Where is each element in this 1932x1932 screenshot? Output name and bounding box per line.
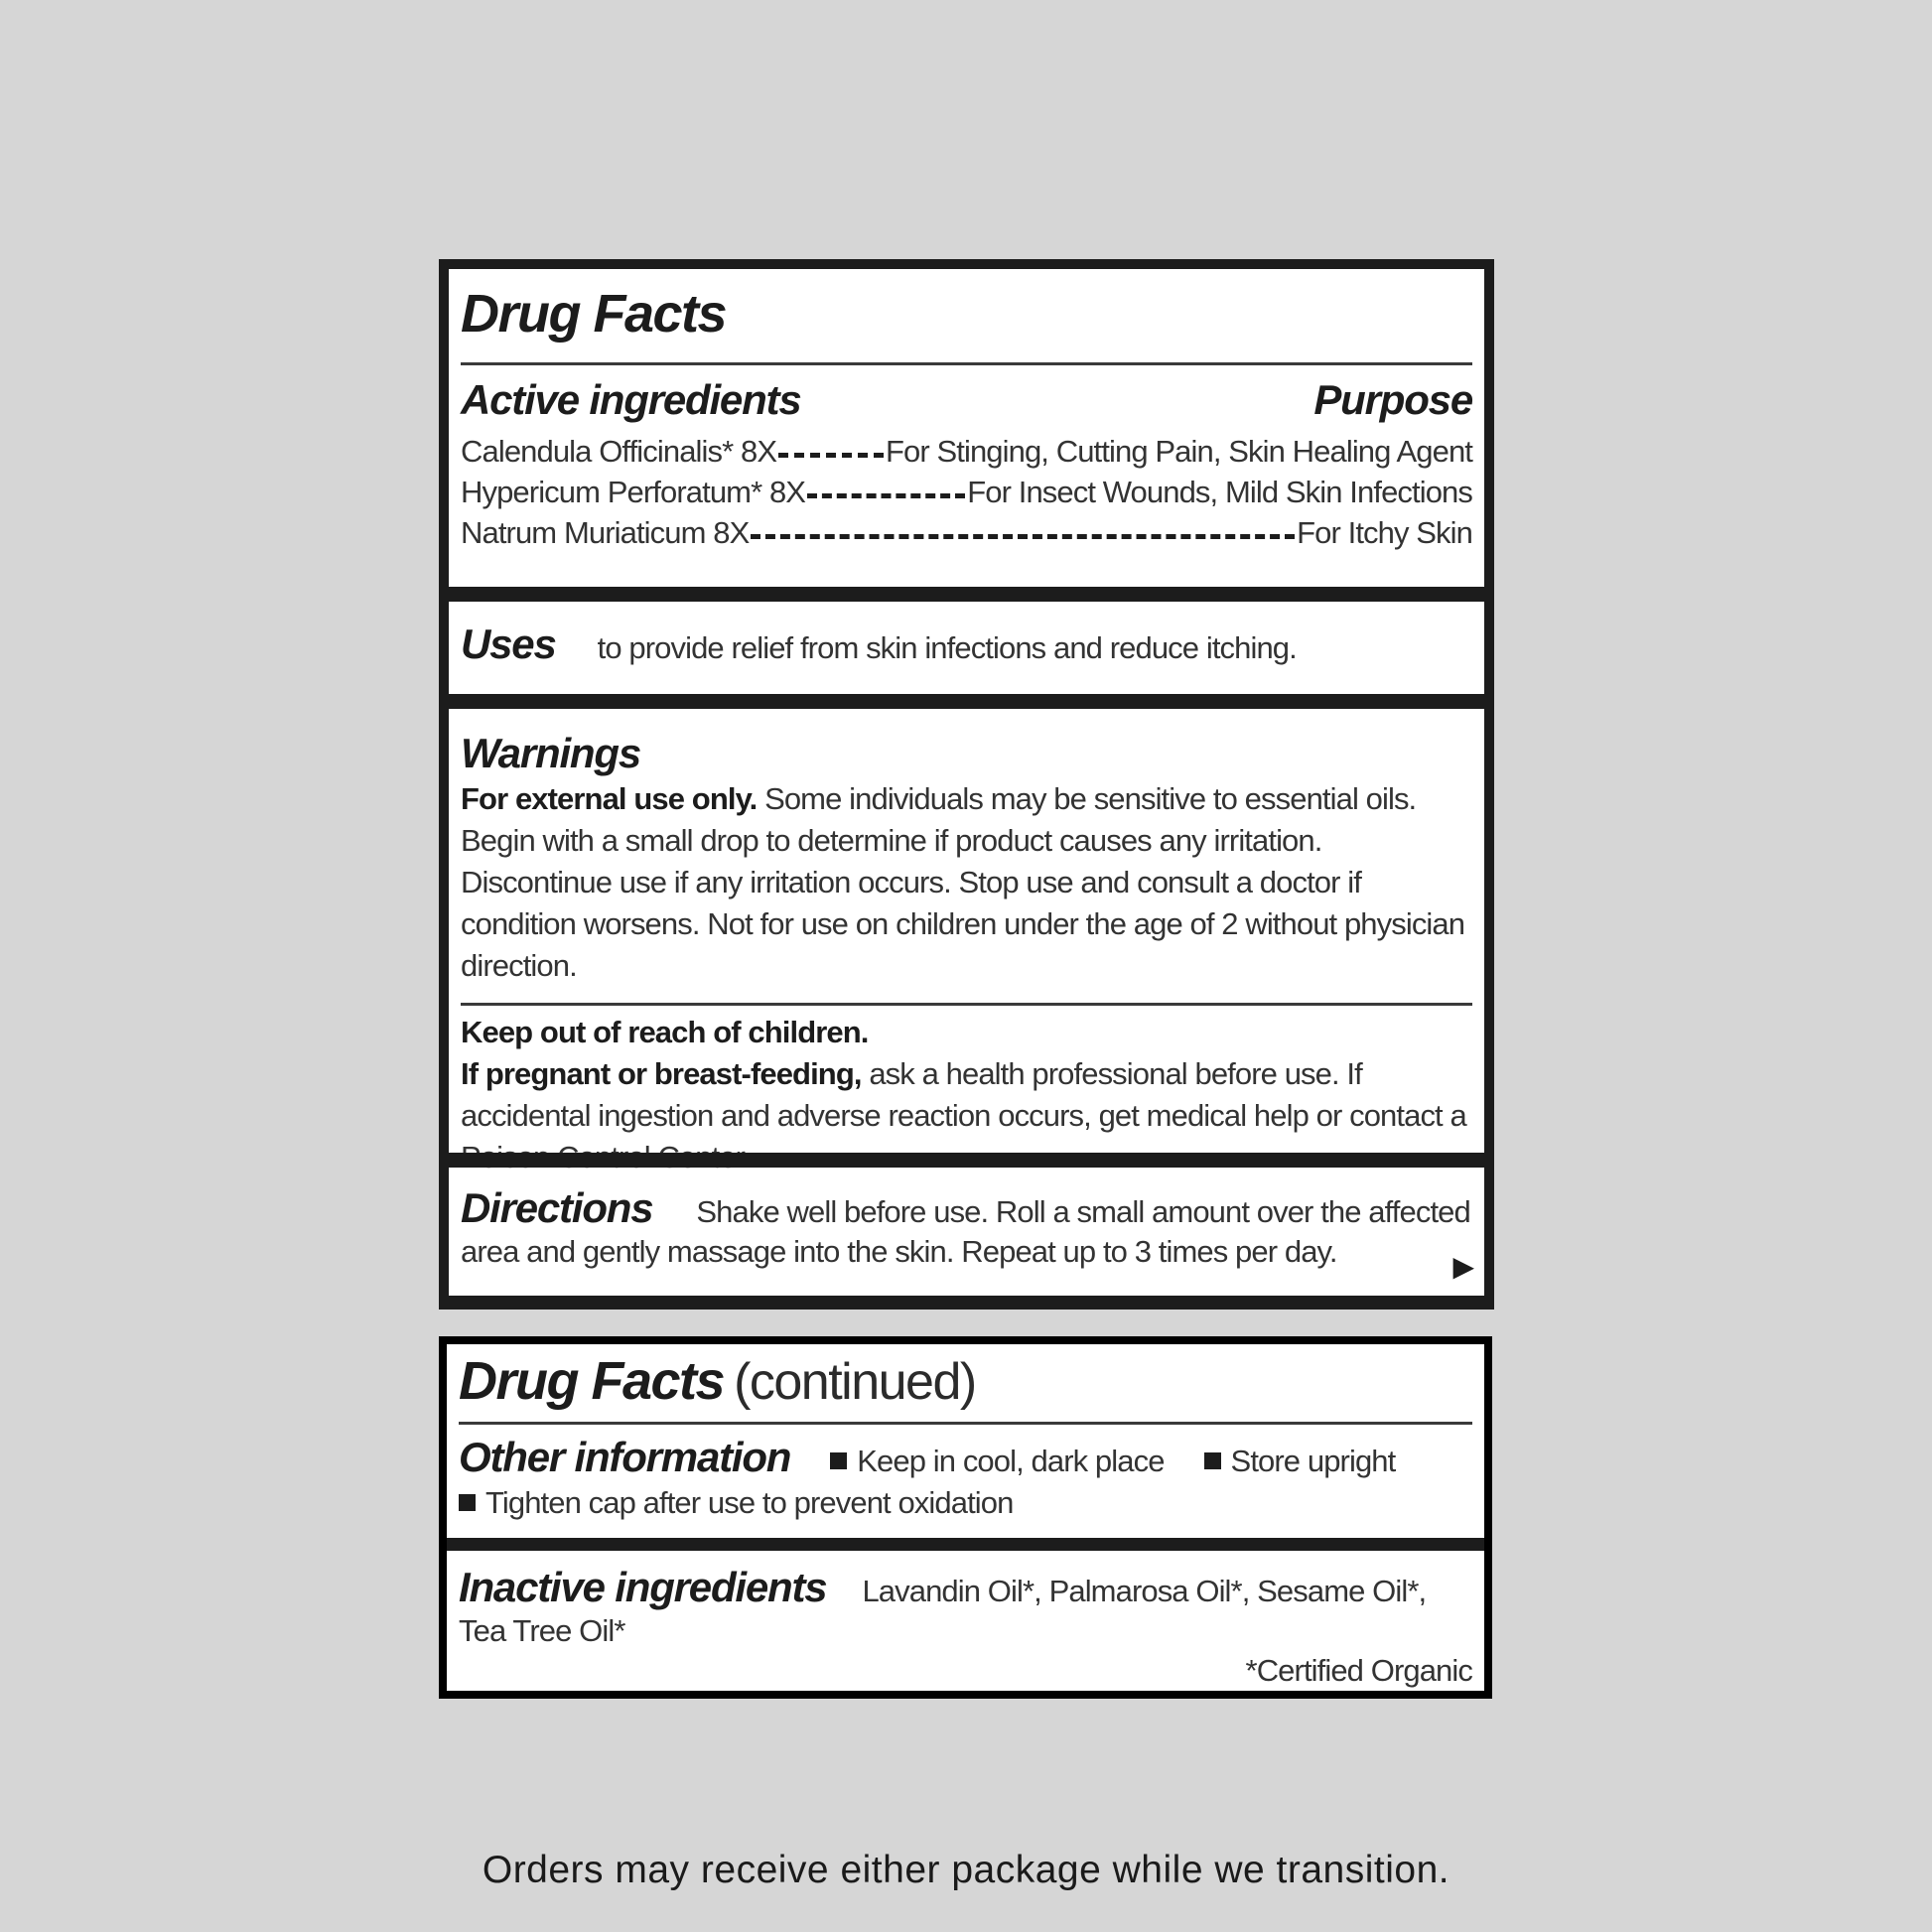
pregnancy-lead: If pregnant or breast-feeding, — [461, 1056, 862, 1091]
bullet-square-icon — [1204, 1452, 1221, 1469]
active-ingredients-heading: Active ingredients — [461, 376, 801, 423]
purpose-heading: Purpose — [1313, 376, 1472, 423]
uses-text: to provide relief from skin infections and reduce itching. — [597, 630, 1297, 665]
inactive-ingredients-heading: Inactive ingredients — [459, 1564, 827, 1610]
inactive-ingredients-paragraph — [459, 1551, 1472, 1651]
other-information-heading: Other information — [459, 1434, 791, 1480]
directions-paragraph — [461, 1168, 1472, 1272]
uses-heading: Uses — [461, 621, 556, 667]
drug-facts-continued-panel — [439, 1336, 1492, 1699]
directions-section — [449, 1168, 1484, 1297]
ingredient-list — [461, 431, 1472, 553]
continued-title — [459, 1352, 1472, 1414]
bullet-square-icon — [459, 1494, 476, 1511]
ingredient-name: Hypericum Perforatum* 8X — [461, 475, 806, 509]
ingredient-row — [461, 431, 1472, 472]
bullet-square-icon — [830, 1452, 847, 1469]
continue-arrow-icon: ▶ — [1452, 1251, 1474, 1282]
inactive-ingredients-text: Lavandin Oil*, Palmarosa Oil*, Sesame Oil*, Tea Tree Oil* — [459, 1574, 1427, 1648]
section-divider — [449, 694, 1484, 709]
ingredient-purpose: For Insect Wounds, Mild Skin Infections — [967, 475, 1472, 509]
warnings-section — [449, 709, 1484, 1153]
uses-section — [449, 602, 1484, 699]
other-info-item: Store upright — [1204, 1444, 1396, 1478]
warnings-lead: For external use only. — [461, 781, 758, 816]
drug-facts-title: Drug Facts — [461, 284, 727, 344]
ingredient-purpose: For Itchy Skin — [1297, 515, 1472, 550]
section-divider — [447, 1538, 1484, 1551]
ingredient-row — [461, 512, 1472, 553]
keep-out-text: Keep out of reach of children. — [461, 1015, 869, 1049]
warnings-paragraph — [461, 778, 1472, 987]
directions-heading: Directions — [461, 1184, 653, 1231]
continued-title-suffix: (continued) — [734, 1353, 976, 1411]
other-info-item: Keep in cool, dark place — [830, 1444, 1164, 1478]
continued-title-rule — [459, 1422, 1472, 1425]
ingredient-purpose: For Stinging, Cutting Pain, Skin Healing Agent — [885, 434, 1472, 469]
ingredient-name: Calendula Officinalis* 8X — [461, 434, 777, 469]
section-divider — [449, 1153, 1484, 1168]
ingredients-header — [461, 376, 1472, 423]
pregnancy-text: ask a health professional before use. If accidental ingestion and adverse reaction occurs, get medical help or contact a — [461, 1056, 1466, 1133]
dot-leader — [807, 493, 965, 498]
continued-title-main: Drug Facts — [459, 1351, 725, 1411]
ingredient-name: Natrum Muriaticum 8X — [461, 515, 750, 550]
other-info-item: Tighten cap after use to prevent oxidation — [459, 1485, 1013, 1520]
drug-facts-panel — [439, 259, 1494, 1310]
directions-text: Shake well before use. Roll a small amount over the affected area and gently massage into the skin. Repeat up to 3 times per day. — [461, 1194, 1470, 1269]
warnings-rule — [461, 1003, 1472, 1006]
dot-leader — [778, 453, 884, 458]
dot-leader — [751, 534, 1295, 539]
ingredient-row — [461, 472, 1472, 512]
other-information-line — [459, 1434, 1472, 1524]
active-ingredients-section — [449, 283, 1484, 597]
certified-organic-note: *Certified Organic — [1245, 1653, 1472, 1688]
transition-note: Orders may receive either package while we transition. — [482, 1849, 1450, 1891]
uses-line — [461, 602, 1472, 669]
section-divider — [449, 587, 1484, 602]
other-information-section — [447, 1352, 1484, 1541]
warnings-text: Some individuals may be sensitive to essential oils. Begin with a small drop to determine if product causes any irritation. Discontinue use if any irritation occurs. Stop use and consult a doctor if condition worsens. Not for use on children under the age of 2 without physician direction. — [461, 781, 1465, 983]
inactive-ingredients-section — [447, 1551, 1484, 1691]
warnings-heading: Warnings — [461, 730, 640, 776]
title-rule — [461, 362, 1472, 365]
